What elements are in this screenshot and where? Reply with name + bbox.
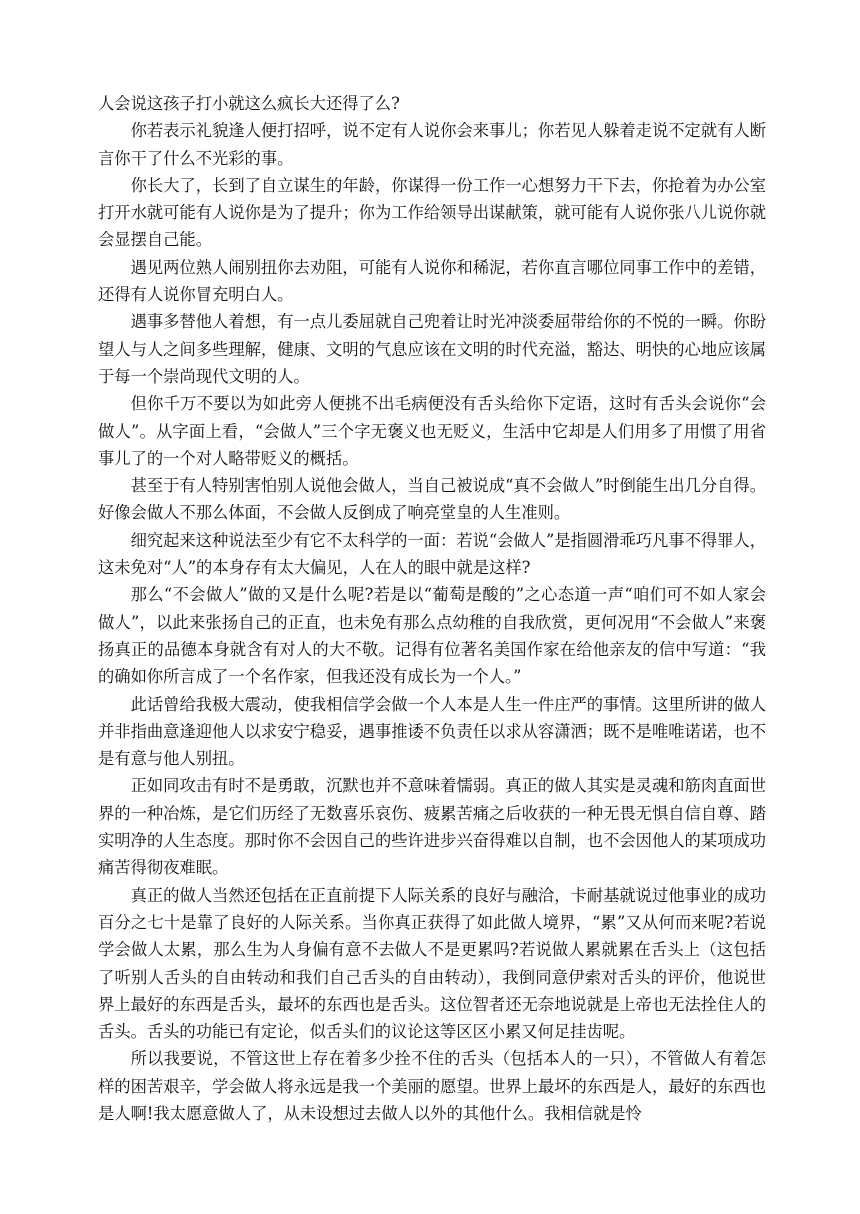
paragraph-1: 人会说这孩子打小就这么疯长大还得了么? [98, 94, 400, 113]
paragraph-5: 遇事多替他人着想，有一点儿委屈就自己兜着让时光冲淡委屈带给你的不悦的一瞬。你盼望人与人之间多些理解，健康、文明的气息应该在文明的时代充溢，豁达、明快的心地应该属于每一个崇尚现代文明的人。 [98, 312, 766, 386]
paragraph-11: 正如同攻击有时不是勇敢，沉默也并不意味着懦弱。真正的做人其实是灵魂和筋肉直面世界的一种冶炼，是它们历经了无数喜乐哀伤、疲累苦痛之后收获的一种无畏无惧自信自尊、踏实明净的人生态度。那时你不会因自己的些许进步兴奋得难以自制，也不会因他人的某项成功痛苦得彻夜难眠。 [98, 776, 766, 878]
document-body [98, 90, 766, 1127]
paragraph-9: 那么“不会做人”做的又是什么呢?若是以“葡萄是酸的”之心态道一声“咱们可不如人家会做人”，以此来张扬自己的正直，也未免有那么点幼稚的自我欣赏，更何况用“不会做人”来褒扬真正的品德本身就含有对人的大不敬。记得有位著名美国作家在给他亲友的信中写道：“我的确如你所言成了一个名作家，但我还没有成长为一个人。” [98, 585, 766, 687]
paragraph-8: 细究起来这种说法至少有它不太科学的一面：若说“会做人”是指圆滑乖巧凡事不得罪人，这未免对“人”的本身存有太大偏见，人在人的眼中就是这样? [98, 530, 766, 578]
paragraph-7: 甚至于有人特别害怕别人说他会做人，当自己被说成“真不会做人”时倒能生出几分自得。好像会做人不那么体面，不会做人反倒成了响亮堂皇的人生准则。 [98, 476, 766, 523]
paragraph-6: 但你千万不要以为如此旁人便挑不出毛病便没有舌头给你下定语，这时有舌头会说你“会做人”。从字面上看，“会做人”三个字无褒义也无贬义，生活中它却是人们用多了用惯了用省事儿了的一个对人略带贬义的概括。 [98, 394, 766, 468]
paragraph-4: 遇见两位熟人闹别扭你去劝阻，可能有人说你和稀泥，若你直言哪位同事工作中的差错，还得有人说你冒充明白人。 [98, 257, 766, 305]
paragraph-12: 真正的做人当然还包括在正直前提下人际关系的良好与融洽，卡耐基就说过他事业的成功百分之七十是靠了良好的人际关系。当你真正获得了如此做人境界，“累”又从何而来呢?若说学会做人太累，那么生为人身偏有意不去做人不是更累吗?若说做人累就累在舌头上（这包括了听别人舌头的自由转动和我们自己舌头的自由转动），我倒同意伊索对舌头的评价，他说世界上最好的东西是舌头，最坏的东西也是舌头。这位智者还无奈地说就是上帝也无法拴住人的舌头。舌头的功能已有定论，似舌头们的议论这等区区小累又何足挂齿呢。 [98, 885, 766, 1042]
paragraph-2: 你若表示礼貌逢人便打招呼，说不定有人说你会来事儿；你若见人躲着走说不定就有人断言你干了什么不光彩的事。 [98, 121, 766, 168]
paragraph-10: 此话曾给我极大震动，使我相信学会做一个人本是人生一件庄严的事情。这里所讲的做人并非指曲意逢迎他人以求安宁稳妥，遇事推诿不负责任以求从容潇洒；既不是唯唯诺诺，也不是有意与他人别扭。 [98, 694, 766, 769]
paragraph-3: 你长大了，长到了自立谋生的年龄，你谋得一份工作一心想努力干下去，你抢着为办公室打开水就可能有人说你是为了提升；你为工作给领导出谋献策，就可能有人说你张八儿说你就会显摆自己能。 [98, 175, 766, 250]
paragraph-13: 所以我要说，不管这世上存在着多少拴不住的舌头（包括本人的一只），不管做人有着怎样的困苦艰辛，学会做人将永远是我一个美丽的愿望。世界上最坏的东西是人，最好的东西也是人啊!我太愿意做人了，从未设想过去做人以外的其他什么。我相信就是怜 [98, 1049, 766, 1123]
